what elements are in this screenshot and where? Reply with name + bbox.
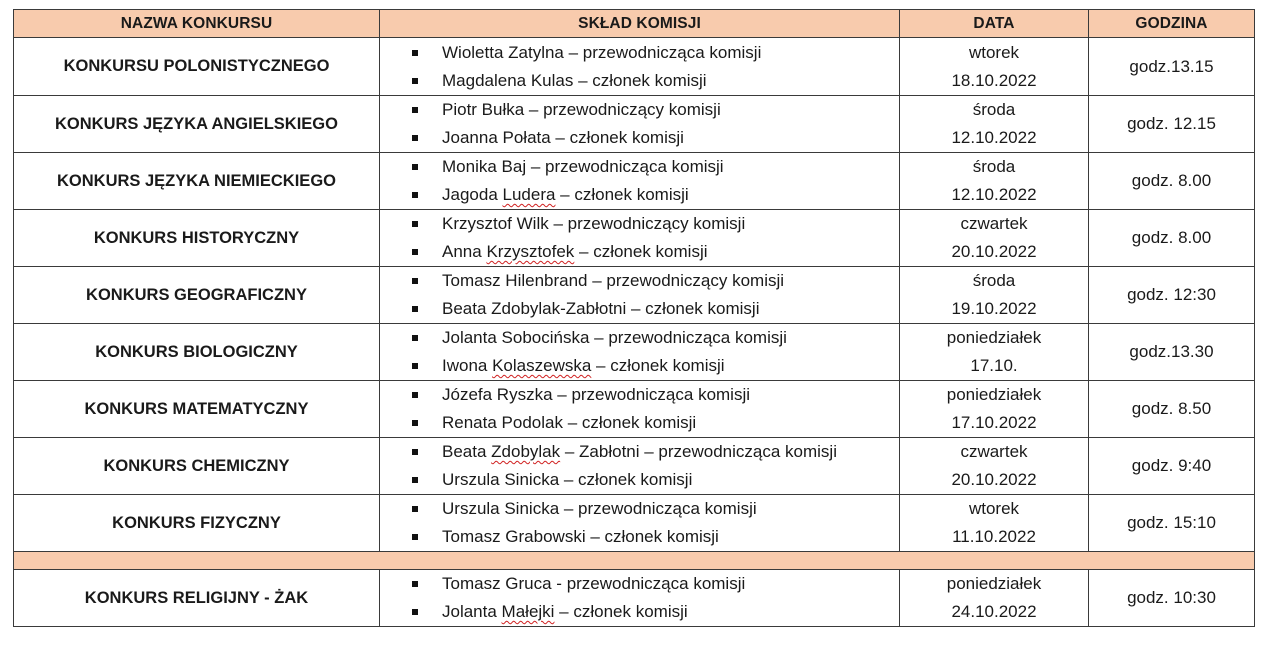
competition-name: KONKURS JĘZYKA ANGIELSKIEGO: [14, 96, 380, 153]
square-bullet-icon: [412, 135, 418, 141]
member-text-spellcheck: Zdobylak: [491, 442, 561, 461]
member-text-spellcheck: Krzysztofek: [486, 242, 575, 261]
competition-date: [900, 381, 1089, 438]
weekday: czwartek: [960, 214, 1028, 233]
member-text-pre: Piotr Bułka – przewodniczący komisji: [442, 100, 721, 119]
competition-time: godz.13.15: [1089, 38, 1255, 96]
competition-name: KONKURS HISTORYCZNY: [14, 210, 380, 267]
member-text-pre: Krzysztof Wilk – przewodniczący komisji: [442, 214, 746, 233]
table-row: [14, 324, 1255, 381]
member-regular: [380, 238, 899, 266]
competition-date: [900, 324, 1089, 381]
date-value: 12.10.2022: [951, 128, 1037, 147]
member-chair: [380, 267, 899, 295]
square-bullet-icon: [412, 335, 418, 341]
member-chair: [380, 210, 899, 238]
member-text-post: – członek komisji: [554, 602, 688, 621]
competition-date: [900, 495, 1089, 552]
table-row: [14, 96, 1255, 153]
header-time: GODZINA: [1089, 10, 1255, 38]
square-bullet-icon: [412, 107, 418, 113]
table-row: [14, 495, 1255, 552]
date-value: 17.10.: [970, 356, 1018, 375]
competition-date: [900, 570, 1089, 627]
table-row: [14, 267, 1255, 324]
member-text-post: – członek komisji: [574, 242, 708, 261]
square-bullet-icon: [412, 392, 418, 398]
competition-time: godz. 12:30: [1089, 267, 1255, 324]
member-text-pre: Tomasz Grabowski – członek komisji: [442, 527, 719, 546]
member-chair: [380, 381, 899, 409]
header-date: DATA: [900, 10, 1089, 38]
date-value: 18.10.2022: [951, 70, 1037, 90]
competition-name: KONKURSU POLONISTYCZNEGO: [14, 38, 380, 96]
competition-time: godz. 8.00: [1089, 210, 1255, 267]
table-body: [14, 38, 1255, 627]
committee-members: [380, 324, 900, 381]
square-bullet-icon: [412, 249, 418, 255]
competition-time: godz. 8.00: [1089, 153, 1255, 210]
date-value: 11.10.2022: [952, 527, 1036, 546]
table-row: [14, 381, 1255, 438]
header-name: NAZWA KONKURSU: [14, 10, 380, 38]
member-text-pre: Tomasz Gruca - przewodnicząca komisji: [442, 574, 746, 593]
square-bullet-icon: [412, 534, 418, 540]
member-regular: [380, 181, 899, 209]
date-value: 24.10.2022: [951, 602, 1037, 621]
competition-schedule-table: [13, 9, 1255, 627]
committee-members: [380, 438, 900, 495]
date-value: 17.10.2022: [951, 413, 1037, 432]
member-regular: [380, 466, 899, 494]
member-text-pre: Wioletta Zatylna – przewodnicząca komisji: [442, 42, 762, 62]
weekday: poniedziałek: [946, 385, 1042, 404]
date-value: 20.10.2022: [951, 242, 1037, 261]
member-chair: [380, 495, 899, 523]
square-bullet-icon: [412, 164, 418, 170]
committee-members: [380, 381, 900, 438]
committee-members: [380, 96, 900, 153]
member-text-spellcheck: Kolaszewska: [492, 356, 592, 375]
competition-name: KONKURS MATEMATYCZNY: [14, 381, 380, 438]
member-list: [380, 381, 899, 437]
member-chair: [380, 438, 899, 466]
member-text-pre: Joanna Połata – członek komisji: [442, 128, 684, 147]
member-list: [380, 210, 899, 266]
weekday: wtorek: [968, 499, 1020, 518]
member-regular: [380, 352, 899, 380]
square-bullet-icon: [412, 477, 418, 483]
member-text-pre: Beata: [442, 442, 492, 461]
competition-time: godz. 12.15: [1089, 96, 1255, 153]
committee-members: [380, 210, 900, 267]
member-regular: [380, 523, 899, 551]
competition-time: godz. 10:30: [1089, 570, 1255, 627]
square-bullet-icon: [412, 306, 418, 312]
square-bullet-icon: [412, 609, 418, 615]
square-bullet-icon: [412, 581, 418, 587]
member-regular: [380, 295, 899, 323]
table-row: [14, 438, 1255, 495]
member-chair: [380, 324, 899, 352]
member-text-spellcheck: Małejki: [501, 602, 555, 621]
member-list: [380, 96, 899, 152]
member-chair: [380, 153, 899, 181]
square-bullet-icon: [412, 278, 418, 284]
competition-name: KONKURS GEOGRAFICZNY: [14, 267, 380, 324]
competition-name: KONKURS CHEMICZNY: [14, 438, 380, 495]
square-bullet-icon: [412, 50, 418, 56]
competition-date: [900, 96, 1089, 153]
weekday: środa: [972, 157, 1016, 176]
member-text-pre: Urszula Sinicka – członek komisji: [442, 470, 693, 489]
member-chair: [380, 96, 899, 124]
member-text-post: – Zabłotni – przewodnicząca komisji: [560, 442, 837, 461]
member-text-post: – członek komisji: [591, 356, 725, 375]
member-chair: [380, 570, 899, 598]
member-list: [380, 267, 899, 323]
member-text-pre: Magdalena Kulas – członek komisji: [442, 70, 707, 90]
weekday: czwartek: [960, 442, 1028, 461]
competition-date: [900, 210, 1089, 267]
member-text-pre: Jolanta: [442, 602, 502, 621]
weekday: poniedziałek: [946, 574, 1042, 593]
competition-name: KONKURS JĘZYKA NIEMIECKIEGO: [14, 153, 380, 210]
member-text-pre: Urszula Sinicka – przewodnicząca komisji: [442, 499, 757, 518]
member-list: [380, 153, 899, 209]
member-text-pre: Iwona: [442, 356, 493, 375]
member-list: [380, 39, 899, 95]
member-text-pre: Józefa Ryszka – przewodnicząca komisji: [442, 385, 751, 404]
date-value: 12.10.2022: [951, 185, 1037, 204]
member-text-pre: Jolanta Sobocińska – przewodnicząca komisji: [442, 328, 787, 347]
member-text-pre: Monika Baj – przewodnicząca komisji: [442, 157, 724, 176]
competition-date: [900, 153, 1089, 210]
weekday: środa: [972, 100, 1016, 119]
committee-members: [380, 267, 900, 324]
committee-members: [380, 495, 900, 552]
square-bullet-icon: [412, 192, 418, 198]
competition-time: godz. 9:40: [1089, 438, 1255, 495]
competition-name: KONKURS FIZYCZNY: [14, 495, 380, 552]
weekday: wtorek: [968, 42, 1020, 62]
separator-row: [14, 552, 1255, 570]
member-regular: [380, 67, 899, 95]
square-bullet-icon: [412, 363, 418, 369]
table-row: [14, 38, 1255, 96]
member-regular: [380, 409, 899, 437]
weekday: środa: [972, 271, 1016, 290]
square-bullet-icon: [412, 420, 418, 426]
header-row: [14, 10, 1255, 38]
date-value: 19.10.2022: [951, 299, 1037, 318]
header-members: SKŁAD KOMISJI: [380, 10, 900, 38]
committee-members: [380, 153, 900, 210]
member-text-post: – członek komisji: [555, 185, 689, 204]
member-list: [380, 324, 899, 380]
date-value: 20.10.2022: [951, 470, 1037, 489]
competition-name: KONKURS RELIGIJNY - ŻAK: [14, 570, 380, 627]
member-text-pre: Tomasz Hilenbrand – przewodniczący komisji: [442, 271, 785, 290]
square-bullet-icon: [412, 506, 418, 512]
committee-members: [380, 570, 900, 627]
competition-date: [900, 267, 1089, 324]
separator-cell: [14, 552, 1255, 570]
member-regular: [380, 598, 899, 626]
square-bullet-icon: [412, 449, 418, 455]
member-text-pre: Anna: [442, 242, 487, 261]
square-bullet-icon: [412, 221, 418, 227]
committee-members: [380, 38, 900, 96]
competition-date: [900, 38, 1089, 96]
competition-time: godz. 15:10: [1089, 495, 1255, 552]
member-list: [380, 438, 899, 494]
member-text-pre: Renata Podolak – członek komisji: [442, 413, 697, 432]
competition-date: [900, 438, 1089, 495]
competition-time: godz. 8.50: [1089, 381, 1255, 438]
competition-name: KONKURS BIOLOGICZNY: [14, 324, 380, 381]
member-list: [380, 495, 899, 551]
member-regular: [380, 124, 899, 152]
member-text-spellcheck: Ludera: [502, 185, 556, 204]
member-list: [380, 570, 899, 626]
weekday: poniedziałek: [946, 328, 1042, 347]
square-bullet-icon: [412, 78, 418, 84]
member-text-pre: Beata Zdobylak-Zabłotni – członek komisji: [442, 299, 760, 318]
table-row: [14, 570, 1255, 627]
member-text-pre: Jagoda: [442, 185, 503, 204]
table-row: [14, 210, 1255, 267]
competition-time: godz.13.30: [1089, 324, 1255, 381]
table-row: [14, 153, 1255, 210]
member-chair: [380, 39, 899, 67]
